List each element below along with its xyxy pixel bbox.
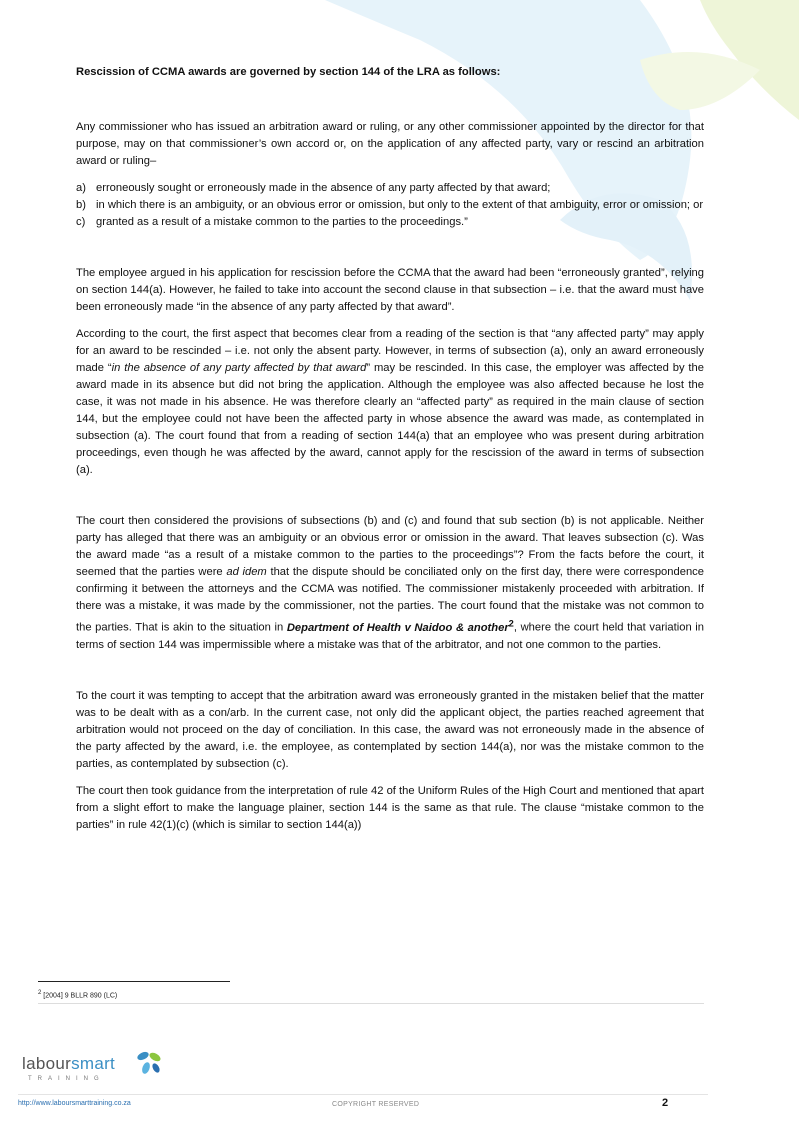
list-item: b) in which there is an ambiguity, or an obvious error or omission, but only to the extent of that ambiguity, error or omission; or xyxy=(76,197,704,214)
document-body xyxy=(76,64,704,844)
list-item: a) erroneously sought or erroneously made in the absence of any party affected by that award; xyxy=(76,180,704,197)
paragraph-3: The court then considered the provisions of subsections (b) and (c) and found that sub section (b) is not applicable. Neither party has alleged that there was an ambiguity or an obvious error or omission in the award. That leaves subsection (c). Was the award made “as a result of a mistake common to the parties to the proceedings”? From the facts before the court, it seemed that the parties were ad idem that the dispute should be conciliated only on the first day, there were correspondence confirming it between the attorneys and the CCMA was notified. The commissioner mistakenly proceeded with arbitration. If there was a mistake, it was made by the commissioner, not the parties. The court found that the mistake was not common to the parties. That is akin to the situation in Department of Health v Naidoo & another$^2$, where the court held that variation in terms of section 144 was impermissible where a mistake was that of the arbitrator, and not one common to the parties. xyxy=(76,515,704,651)
paragraph-2: According to the court, the first aspect that becomes clear from a reading of the section is that “any affected party” may apply for an award to be rescinded – i.e. not only the absent party. However, in terms of subsection (a), only an award erroneously made “in the absence of any party affected by that award” may be rescinded. In this case, the employer was affected by the award made in its absence but did not bring the application. Although the employee was also affected because he lost the case, it was not made in his absence. He was therefore clearly an “affected party” as required in the main clause of section 144, but the employee could not have been the affected party in whose absence the award was made, as contemplated in subsection (a). The court found that from a reading of section 144(a) that an employee who was present during arbitration proceedings, even though he was affected by the award, cannot apply for the rescission of the award in terms of subsection (a). xyxy=(76,328,704,476)
company-logo: laboursmart TRAINING xyxy=(22,1052,162,1088)
case-citation: Department of Health v Naidoo & another xyxy=(286,621,509,634)
logo-flower-icon xyxy=(134,1048,164,1076)
footnote-separator xyxy=(38,981,230,982)
section-heading: Rescission of CCMA awards are governed by section 144 of the LRA as follows: xyxy=(76,66,501,78)
copyright-notice: COPYRIGHT RESERVED xyxy=(332,1101,420,1108)
list-marker: b) xyxy=(76,199,86,211)
list-marker: a) xyxy=(76,182,86,194)
footnote: $^2$ [2004] 9 BLLR 890 (LC) xyxy=(38,990,118,1000)
quote-intro: Any commissioner who has issued an arbitration award or ruling, or any other commissioner appointed by the director for that purpose, may on that commissioner’s own accord or, on the application of any affected party, vary or rescind an arbitration award or ruling– xyxy=(76,121,704,167)
footnote-ref: 2 xyxy=(508,618,514,628)
list-marker: c) xyxy=(76,216,86,228)
paragraph-1: The employee argued in his application for rescission before the CCMA that the award had been “erroneously granted”, relying on section 144(a). However, he failed to take into account the second clause in that subsection – i.e. that the award must have been erroneously made “in the absence of any party affected by that award”. xyxy=(76,267,704,313)
paragraph-4: To the court it was tempting to accept that the arbitration award was erroneously granted in the mistaken belief that the matter was to be dealt with as a con/arb. In the current case, not only did the applicant object, the parties reached agreement that arbitration would not proceed on the day of conciliation. In this case, the award was not erroneously made in the absence of the party affected by the award, i.e. the employee, as contemplated by section 144(a), nor was the mistake common to the parties, as contemplated by subsection (c). xyxy=(76,689,704,770)
paragraph-5: The court then took guidance from the interpretation of rule 42 of the Uniform Rules of the High Court and mentioned that apart from a slight effort to make the language plainer, section 144 is the same as that rule. The clause “mistake common to the parties” in rule 42(1)(c) (which is similar to section 144(a)) xyxy=(76,784,704,831)
footer-rule xyxy=(18,1094,708,1095)
website-link[interactable]: http://www.laboursmarttraining.co.za xyxy=(18,1100,131,1107)
footnote-bottom-rule xyxy=(38,1003,704,1004)
page-number: 2 xyxy=(662,1097,669,1109)
quote-list xyxy=(76,180,704,231)
list-item: c) granted as a result of a mistake common to the parties to the proceedings.” xyxy=(76,214,704,231)
